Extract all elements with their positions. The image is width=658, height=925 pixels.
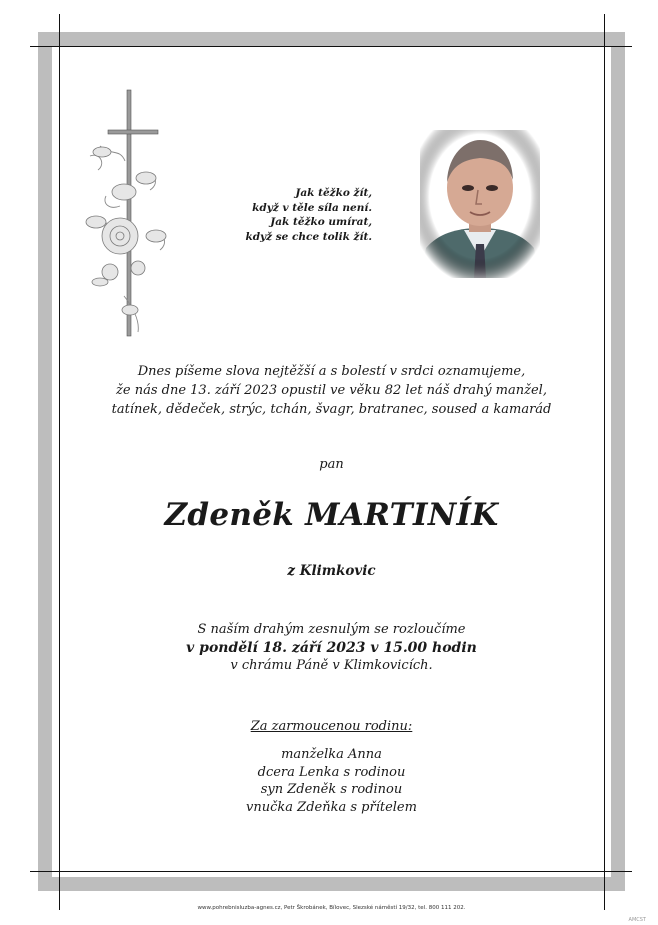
frame-bottom-band bbox=[38, 877, 625, 891]
cross-with-flowers-icon bbox=[80, 86, 180, 344]
poem-line: Jak těžko žít, bbox=[295, 187, 372, 199]
frame-line-bottom bbox=[30, 871, 632, 872]
family-member: manželka Anna bbox=[281, 747, 382, 762]
frame-line-top bbox=[30, 46, 632, 47]
deceased-name: Zdeněk MARTINÍK bbox=[164, 497, 499, 533]
portrait-photo bbox=[420, 130, 540, 278]
poem-line: když v těle síla není. bbox=[252, 201, 372, 214]
farewell-datetime: v pondělí 18. září 2023 v 15.00 hodin bbox=[186, 640, 477, 656]
family-member: vnučka Zdeňka s přítelem bbox=[246, 799, 417, 815]
poem bbox=[196, 186, 372, 244]
frame-right-band bbox=[611, 32, 625, 891]
farewell-intro: S naším drahým zesnulým se rozloučíme bbox=[197, 622, 466, 637]
family-list bbox=[52, 746, 611, 816]
announcement bbox=[52, 362, 611, 419]
footer-contact: www.pohrebnisluzba-agnes.cz, Petr Škrobánek, Bílovec, Slezské náměstí 19/32, tel. 800 111 202. bbox=[197, 905, 466, 911]
corner-mark: AMCST bbox=[628, 917, 646, 923]
farewell-info bbox=[52, 621, 611, 675]
family-member: dcera Lenka s rodinou bbox=[257, 764, 406, 780]
frame-left-band bbox=[38, 32, 52, 891]
family-member: syn Zdeněk s rodinou bbox=[260, 782, 403, 797]
announcement-line: že nás dne 13. září 2023 opustil ve věku 82 let náš drahý manžel, bbox=[116, 383, 547, 398]
deceased-origin: z Klimkovic bbox=[287, 563, 376, 579]
poem-line: Jak těžko umírat, bbox=[270, 216, 372, 228]
announcement-line: tatínek, dědeček, strýc, tchán, švagr, bratranec, soused a kamarád bbox=[111, 402, 552, 417]
announcement-line: Dnes píšeme slova nejtěžší a s bolestí v srdci oznamujeme, bbox=[137, 364, 526, 379]
farewell-place: v chrámu Páně v Klimkovicích. bbox=[230, 658, 433, 673]
family-title: Za zarmoucenou rodinu: bbox=[250, 719, 413, 734]
poem-line: když se chce tolik žít. bbox=[245, 230, 372, 243]
honorific: pan bbox=[319, 457, 344, 472]
frame-top-band bbox=[38, 32, 625, 46]
